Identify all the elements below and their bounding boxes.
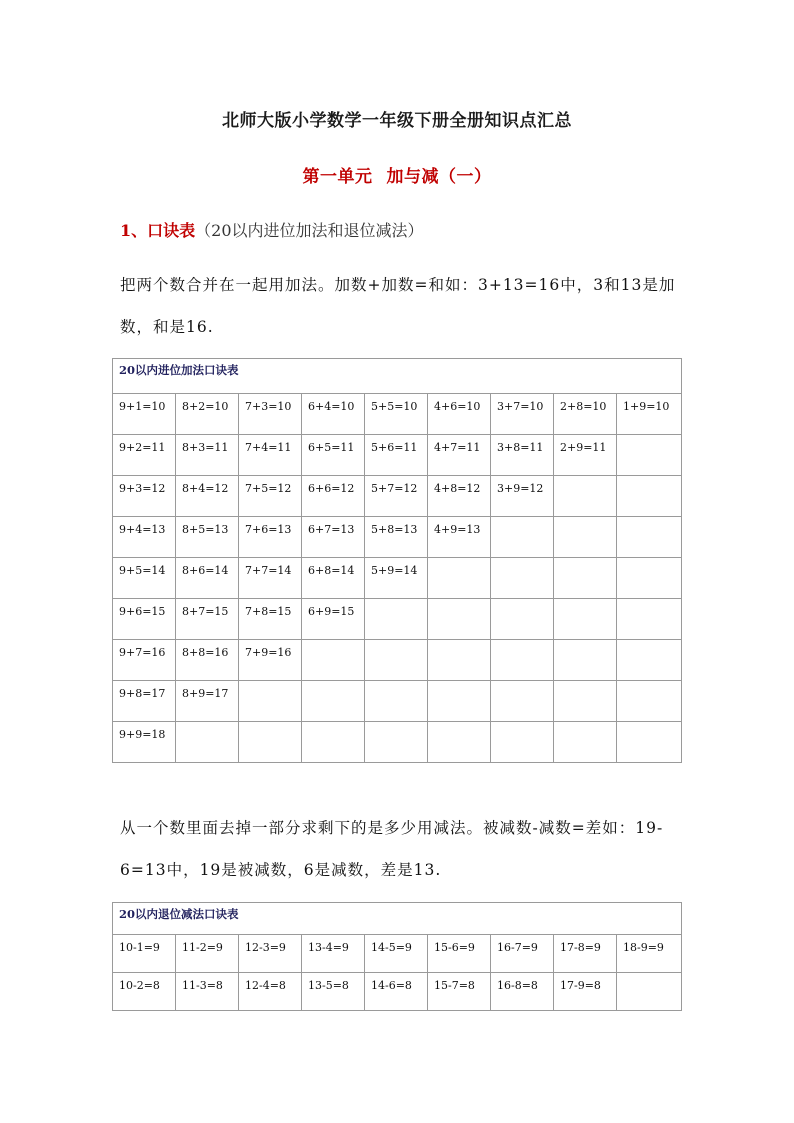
table-cell: 16-8=8 (491, 973, 554, 1011)
table-cell (617, 476, 682, 517)
table-cell: 14-6=8 (365, 973, 428, 1011)
table-cell: 8+2=10 (176, 394, 239, 435)
table-cell: 8+6=14 (176, 558, 239, 599)
table-cell: 11-3=8 (176, 973, 239, 1011)
table-cell: 14-5=9 (365, 935, 428, 973)
table-cell: 2+9=11 (554, 435, 617, 476)
table-cell: 6+4=10 (302, 394, 365, 435)
table-cell: 16-7=9 (491, 935, 554, 973)
table-cell: 5+9=14 (365, 558, 428, 599)
table-cell: 5+8=13 (365, 517, 428, 558)
table-cell: 10-2=8 (113, 973, 176, 1011)
table-cell: 5+5=10 (365, 394, 428, 435)
table-cell (491, 640, 554, 681)
table-cell (554, 640, 617, 681)
addition-table (112, 358, 682, 763)
table-row (113, 517, 682, 558)
table-cell (617, 435, 682, 476)
table-cell: 8+4=12 (176, 476, 239, 517)
table-cell: 7+3=10 (239, 394, 302, 435)
table-cell: 17-9=8 (554, 973, 617, 1011)
table-cell (554, 476, 617, 517)
table-cell: 17-8=9 (554, 935, 617, 973)
table-cell: 8+5=13 (176, 517, 239, 558)
table-cell: 9+8=17 (113, 681, 176, 722)
table-cell: 9+7=16 (113, 640, 176, 681)
table-cell (239, 681, 302, 722)
table-cell: 9+1=10 (113, 394, 176, 435)
table-cell: 10-1=9 (113, 935, 176, 973)
table-cell (302, 722, 365, 763)
table-cell (176, 722, 239, 763)
section-note: （20以内进位加法和退位减法） (195, 221, 424, 240)
table-cell (365, 640, 428, 681)
addition-table-caption: 20以内进位加法口诀表 (113, 359, 682, 394)
table-cell: 9+3=12 (113, 476, 176, 517)
table-cell: 8+3=11 (176, 435, 239, 476)
subtraction-table (112, 902, 682, 1011)
table-cell: 15-7=8 (428, 973, 491, 1011)
table-cell: 7+6=13 (239, 517, 302, 558)
table-cell: 3+9=12 (491, 476, 554, 517)
table-cell (239, 722, 302, 763)
table-cell: 6+8=14 (302, 558, 365, 599)
table-cell: 3+8=11 (491, 435, 554, 476)
table-cell: 4+9=13 (428, 517, 491, 558)
table-cell: 6+6=12 (302, 476, 365, 517)
table-cell: 7+5=12 (239, 476, 302, 517)
table-cell: 6+5=11 (302, 435, 365, 476)
table-cell: 2+8=10 (554, 394, 617, 435)
table-cell (617, 517, 682, 558)
table-cell (302, 681, 365, 722)
table-cell (428, 722, 491, 763)
table-cell (554, 517, 617, 558)
table-row (113, 599, 682, 640)
table-cell (365, 681, 428, 722)
table-cell (491, 722, 554, 763)
section-heading (120, 218, 424, 241)
section-name: 口诀表 (147, 221, 196, 240)
table-cell (365, 722, 428, 763)
table-cell (617, 599, 682, 640)
table-cell: 8+9=17 (176, 681, 239, 722)
table-cell (554, 722, 617, 763)
table-cell: 15-6=9 (428, 935, 491, 973)
table-row (113, 722, 682, 763)
table-cell (491, 599, 554, 640)
table-cell: 8+7=15 (176, 599, 239, 640)
table-cell: 9+5=14 (113, 558, 176, 599)
table-cell: 12-4=8 (239, 973, 302, 1011)
table-cell: 7+4=11 (239, 435, 302, 476)
table-cell (491, 558, 554, 599)
unit-name: 加与减（一） (386, 167, 492, 187)
table-cell: 7+7=14 (239, 558, 302, 599)
table-cell: 5+6=11 (365, 435, 428, 476)
table-row (113, 394, 682, 435)
table-cell: 5+7=12 (365, 476, 428, 517)
table-cell (365, 599, 428, 640)
table-row (113, 681, 682, 722)
section-number: 1、 (120, 221, 148, 240)
table-cell (302, 640, 365, 681)
table-cell: 6+9=15 (302, 599, 365, 640)
table-cell (428, 640, 491, 681)
table-cell: 7+9=16 (239, 640, 302, 681)
table-cell: 8+8=16 (176, 640, 239, 681)
table-cell: 9+6=15 (113, 599, 176, 640)
table-cell: 1+9=10 (617, 394, 682, 435)
table-row (113, 640, 682, 681)
table-cell: 7+8=15 (239, 599, 302, 640)
table-cell (428, 599, 491, 640)
table-cell: 4+8=12 (428, 476, 491, 517)
table-cell (617, 640, 682, 681)
table-cell: 3+7=10 (491, 394, 554, 435)
table-row (113, 558, 682, 599)
unit-title (0, 162, 794, 187)
table-cell (491, 681, 554, 722)
table-cell (554, 558, 617, 599)
table-cell: 4+6=10 (428, 394, 491, 435)
table-cell (428, 681, 491, 722)
table-cell (428, 558, 491, 599)
table-cell: 9+9=18 (113, 722, 176, 763)
table-cell: 13-5=8 (302, 973, 365, 1011)
table-cell: 6+7=13 (302, 517, 365, 558)
table-cell: 9+2=11 (113, 435, 176, 476)
table-cell (617, 558, 682, 599)
table-cell (617, 973, 682, 1011)
subtraction-paragraph: 从一个数里面去掉一部分求剩下的是多少用减法。被减数-减数=差如：19-6=13中，19是被减数，6是减数，差是13. (120, 819, 664, 879)
unit-number: 第一单元 (302, 167, 373, 187)
table-cell: 12-3=9 (239, 935, 302, 973)
table-cell: 18-9=9 (617, 935, 682, 973)
subtraction-table-caption: 20以内退位减法口诀表 (113, 903, 682, 935)
table-row (113, 935, 682, 973)
table-row (113, 476, 682, 517)
table-row (113, 973, 682, 1011)
table-row (113, 435, 682, 476)
table-cell (617, 722, 682, 763)
table-cell: 13-4=9 (302, 935, 365, 973)
table-cell: 9+4=13 (113, 517, 176, 558)
table-cell: 11-2=9 (176, 935, 239, 973)
table-cell (491, 517, 554, 558)
document-title: 北师大版小学数学一年级下册全册知识点汇总 (222, 111, 572, 131)
table-cell: 4+7=11 (428, 435, 491, 476)
table-cell (554, 681, 617, 722)
addition-paragraph: 把两个数合并在一起用加法。加数+加数=和如：3+13=16中，3和13是加数，和是16. (120, 276, 676, 336)
table-cell (554, 599, 617, 640)
table-cell (617, 681, 682, 722)
